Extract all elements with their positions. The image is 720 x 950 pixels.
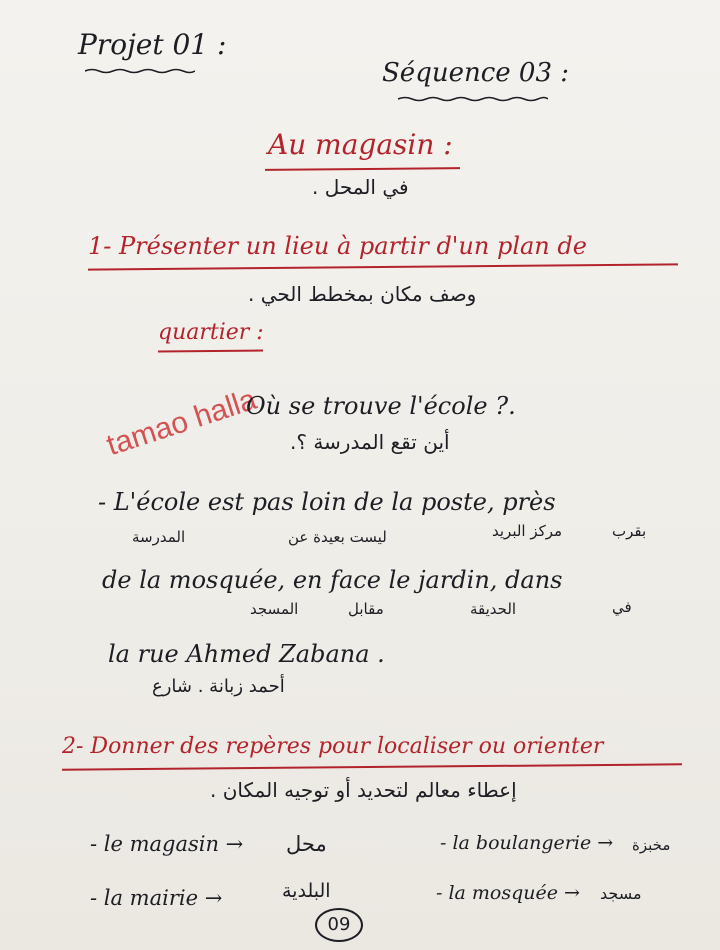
gloss-school: المدرسة (132, 528, 186, 546)
section1-underline (88, 263, 678, 270)
vocab-boulangerie-arabic: مخبزة (632, 836, 671, 854)
section1-arabic: وصف مكان بمخطط الحي . (248, 282, 477, 306)
watermark-text: tamao halla (102, 382, 261, 463)
vocab-boulangerie: - la boulangerie → (440, 832, 614, 854)
project-underline (85, 68, 195, 74)
section1-heading: 1- Présenter un lieu à partir d'un plan de (88, 232, 587, 260)
vocab-mosquee: - la mosquée → (436, 882, 580, 904)
question-arabic: أين تقع المدرسة ؟. (290, 430, 450, 454)
lesson-title-underline (265, 167, 460, 171)
gloss-garden: الحديقة (470, 600, 517, 618)
vocab-mairie: - la mairie → (90, 886, 223, 910)
gloss-not-far: ليست بعيدة عن (288, 528, 387, 546)
lesson-title-arabic: في المحل . (312, 175, 409, 199)
gloss-mosque: المسجد (250, 600, 299, 618)
vocab-magasin-arabic: محل (286, 832, 327, 856)
lesson-title: Au magasin : (268, 128, 453, 161)
vocab-magasin: - le magasin → (90, 832, 244, 856)
gloss-street: أحمد زبانة . شارع (152, 676, 285, 697)
section2-heading: 2- Donner des repères pour localiser ou orienter (62, 734, 604, 759)
section2-underline (62, 763, 682, 770)
gloss-in: في (612, 598, 632, 616)
gloss-near: بقرب (612, 522, 647, 540)
page-number: 09 (315, 908, 363, 942)
section2-arabic: إعطاء معالم لتحديد أو توجيه المكان . (210, 778, 517, 802)
gloss-opposite: مقابل (348, 600, 384, 618)
sequence-underline (398, 96, 548, 102)
question-french: Où se trouve l'école ?. (246, 392, 516, 420)
sequence-label: Séquence 03 : (382, 58, 570, 88)
gloss-post-office: مركز البريد (492, 522, 563, 540)
section1-cont-underline (158, 350, 263, 353)
project-label: Projet 01 : (78, 28, 227, 61)
section1-heading-cont: quartier : (158, 320, 264, 345)
answer-line3: la rue Ahmed Zabana . (108, 640, 385, 668)
vocab-mairie-arabic: البلدية (282, 880, 331, 902)
vocab-mosquee-arabic: مسجد (600, 884, 642, 903)
answer-line1: - L'école est pas loin de la poste, près (98, 488, 556, 516)
answer-line2: de la mosquée, en face le jardin, dans (102, 566, 563, 594)
